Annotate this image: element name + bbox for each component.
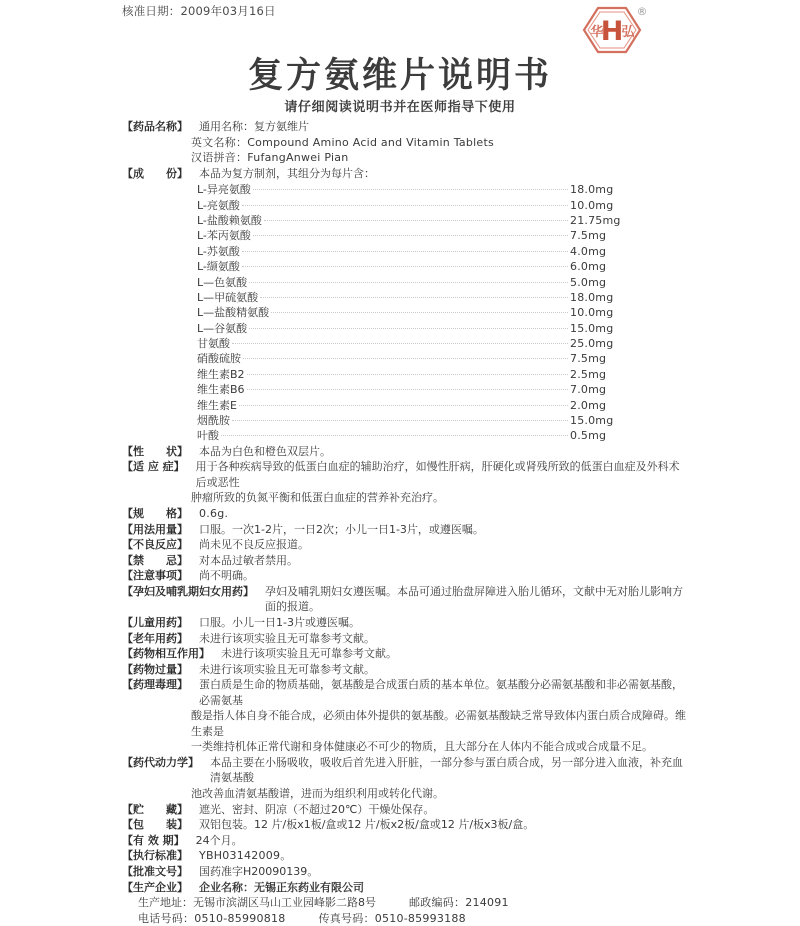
page-subtitle: 请仔细阅读说明书并在医师指导下使用 [284, 100, 516, 115]
ingredient-name: L—谷氨酸 [197, 321, 248, 335]
manufacturer-contact-row [122, 911, 688, 926]
indications-text-line1: 用于各种疾病导致的低蛋白血症的辅助治疗，如慢性肝病，肝硬化或肾残所致的低蛋白血症及外科术后或恶性 [195, 460, 680, 489]
section-label-packaging: 【包 装】 [122, 818, 188, 832]
section-pregnancy [122, 584, 688, 615]
section-properties [122, 444, 688, 459]
pharmacology-line2-row [122, 708, 688, 739]
drug-english-name-row [122, 135, 688, 150]
ingredient-amount: 7.5mg [570, 352, 607, 366]
section-label-interactions: 【药物相互作用】 [122, 647, 210, 661]
composition-list [122, 182, 688, 444]
ingredient-name: L-缬氨酸 [197, 260, 240, 274]
section-pharmacokinetics [122, 755, 688, 786]
ingredient-amount: 18.0mg [570, 183, 614, 197]
list-item [191, 367, 688, 382]
leader-dots [232, 420, 568, 421]
list-item [191, 182, 688, 197]
leader-dots [242, 205, 568, 206]
list-item [191, 428, 688, 443]
ingredient-name: 烟酰胺 [197, 414, 230, 428]
pharmacokinetics-line2-row [122, 786, 688, 801]
ingredient-amount: 18.0mg [570, 290, 614, 304]
drug-pinyin: 汉语拼音：FufangAnwei Pian [191, 151, 349, 165]
section-label-specification: 【规 格】 [122, 507, 188, 521]
ingredient-name: 硝酸硫胺 [197, 352, 241, 366]
manufacturer-address-row [122, 895, 688, 910]
list-item [191, 259, 688, 274]
leader-dots [242, 266, 568, 267]
geriatric-text: 未进行该项实验且无可靠参考文献。 [199, 631, 375, 645]
list-item [191, 351, 688, 366]
ingredient-name: L—色氨酸 [197, 275, 248, 289]
ingredient-amount: 7.0mg [570, 383, 607, 397]
ingredient-amount: 5.0mg [570, 275, 607, 289]
ingredient-amount: 21.75mg [570, 213, 621, 227]
manufacturer-fax: 传真号码：0510-85993188 [318, 911, 466, 925]
list-item [191, 321, 688, 336]
ingredient-name: L-苯丙氨酸 [197, 229, 251, 243]
list-item [191, 198, 688, 213]
section-specification [122, 506, 688, 521]
adverse-reactions-text: 尚未见不良反应报道。 [199, 538, 309, 552]
section-label-geriatric: 【老年用药】 [122, 631, 188, 645]
section-label-pharmacokinetics: 【药代动力学】 [122, 755, 199, 769]
section-label-pharmacology: 【药理毒理】 [122, 678, 188, 692]
leader-dots [243, 358, 568, 359]
ingredient-amount: 10.0mg [570, 198, 614, 212]
approval-date: 核准日期：2009年03月16日 [122, 4, 276, 18]
ingredient-amount: 4.0mg [570, 244, 607, 258]
ingredient-amount: 7.5mg [570, 229, 607, 243]
section-label-pediatric: 【儿童用药】 [122, 615, 188, 629]
page-title: 复方氨维片说明书 [247, 56, 552, 96]
ingredient-name: 甘氨酸 [197, 337, 230, 351]
section-packaging [122, 817, 688, 832]
list-item [191, 290, 688, 305]
ingredient-amount: 0.5mg [570, 429, 607, 443]
section-dosage [122, 522, 688, 537]
ingredient-name: 维生素E [197, 398, 237, 412]
section-overdose [122, 662, 688, 677]
leader-dots [242, 251, 568, 252]
leader-dots [264, 220, 568, 221]
section-label-dosage: 【用法用量】 [122, 522, 188, 536]
leader-dots [253, 189, 568, 190]
list-item [191, 244, 688, 259]
section-composition [122, 166, 688, 181]
section-contraindications [122, 553, 688, 568]
shelf-life-text: 24个月。 [195, 833, 243, 847]
leader-dots [232, 343, 568, 344]
packaging-text: 双铝包装。12 片/板x1板/盒或12 片/板x2板/盒或12 片/板x3板/盒。 [199, 818, 535, 832]
list-item [191, 275, 688, 290]
list-item [191, 213, 688, 228]
section-label-pregnancy: 【孕妇及哺乳期妇女用药】 [122, 584, 254, 598]
overdose-text: 未进行该项实验且无可靠参考文献。 [199, 662, 375, 676]
section-label-composition: 【成 份】 [122, 166, 188, 180]
leader-dots [221, 435, 568, 436]
section-indications [122, 459, 688, 490]
section-label-drug-name: 【药品名称】 [122, 120, 188, 133]
ingredient-name: L-苏氨酸 [197, 244, 240, 258]
pharmacokinetics-text-line2: 池改善血清氨基酸谱，进而为组织利用或转化代谢。 [191, 786, 444, 800]
leader-dots [247, 374, 568, 375]
interactions-text: 未进行该项实验且无可靠参考文献。 [221, 647, 397, 661]
section-label-storage: 【贮 藏】 [122, 802, 188, 816]
storage-text: 遮光、密封、阴凉（不超过20℃）干燥处保存。 [199, 802, 435, 816]
section-interactions [122, 646, 688, 661]
section-standard [122, 848, 688, 863]
ingredient-name: 维生素B6 [197, 383, 245, 397]
composition-intro: 本品为复方制剂，其组分为每片含： [199, 166, 375, 180]
ingredient-name: L-亮氨酸 [197, 198, 240, 212]
ingredient-name: L-异亮氨酸 [197, 183, 251, 197]
pharmacokinetics-text-line1: 本品主要在小肠吸收，吸收后首先进入肝脏，一部分参与蛋白质合成，另一部分进入血液，补充血清氨基酸 [210, 755, 683, 785]
leader-dots [260, 297, 568, 298]
list-item [191, 398, 688, 413]
section-label-adverse-reactions: 【不良反应】 [122, 538, 188, 552]
manufacturer-company-name: 企业名称：无锡正东药业有限公司 [199, 880, 364, 894]
ingredient-name: L-盐酸赖氨酸 [197, 213, 262, 227]
standard-text: YBH03142009。 [199, 849, 292, 863]
section-label-shelf-life: 【有 效 期】 [122, 833, 185, 847]
indications-text-line2: 肿瘤所致的负氮平衡和低蛋白血症的营养补充治疗。 [191, 491, 444, 505]
ingredient-name: 维生素B2 [197, 367, 245, 381]
svg-text:®: ® [636, 5, 648, 18]
list-item [191, 228, 688, 243]
section-pediatric [122, 615, 688, 630]
section-geriatric [122, 631, 688, 646]
approval-number-text: 国药准字H20090139。 [199, 864, 319, 878]
leader-dots [253, 235, 568, 236]
insert-body [122, 119, 688, 926]
leader-dots [249, 282, 568, 283]
leader-dots [271, 312, 568, 313]
section-storage [122, 802, 688, 817]
manufacturer-phone: 电话号码：0510-85990818 [138, 911, 286, 925]
specification-text: 0.6g. [199, 507, 229, 521]
section-drug-name [122, 119, 688, 134]
list-item [191, 336, 688, 351]
pharmacology-text-line1: 蛋白质是生命的物质基础，氨基酸是合成蛋白质的基本单位。氨基酸分必需氨基酸和非必需氨基酸，必需氨基 [199, 678, 683, 707]
pregnancy-text: 孕妇及哺乳期妇女遵医嘱。本品可通过胎盘屏障进入胎儿循环，文献中无对胎儿影响方面的报道。 [265, 584, 683, 614]
section-label-approval-number: 【批准文号】 [122, 864, 188, 878]
drug-pinyin-row [122, 150, 688, 165]
section-label-indications: 【适 应 症】 [122, 460, 185, 474]
properties-text: 本品为白色和橙色双层片。 [199, 444, 331, 458]
section-label-precautions: 【注意事项】 [122, 569, 188, 583]
section-label-standard: 【执行标准】 [122, 849, 188, 863]
list-item [191, 413, 688, 428]
svg-text:弘: 弘 [621, 25, 635, 40]
list-item [191, 382, 688, 397]
drug-generic-name: 通用名称：复方氨维片 [199, 120, 309, 133]
ingredient-amount: 10.0mg [570, 306, 614, 320]
section-manufacturer [122, 880, 688, 895]
section-label-contraindications: 【禁 忌】 [122, 553, 188, 567]
pharmacology-text-line3: 一类维持机体正常代谢和身体健康必不可少的物质，且大部分在人体内不能合成或合成量不足。 [191, 740, 653, 754]
section-label-manufacturer: 【生产企业】 [122, 880, 188, 894]
ingredient-amount: 25.0mg [570, 337, 614, 351]
leader-dots [247, 389, 568, 390]
section-pharmacology [122, 677, 688, 708]
ingredient-amount: 6.0mg [570, 260, 607, 274]
contraindications-text: 对本品过敏者禁用。 [199, 553, 298, 567]
pharmacology-text-line2: 酸是指人体自身不能合成，必须由体外提供的氨基酸。必需氨基酸缺乏常导致体内蛋白质合成障碍。维生素是 [191, 709, 686, 738]
ingredient-name: L—盐酸精氨酸 [197, 306, 270, 320]
list-item [191, 305, 688, 320]
ingredient-amount: 2.0mg [570, 398, 607, 412]
precautions-text: 尚不明确。 [199, 569, 254, 583]
section-shelf-life [122, 833, 688, 848]
manufacturer-postcode: 邮政编码：214091 [409, 896, 509, 910]
pediatric-text: 口服。小儿一日1-3片或遵医嘱。 [199, 615, 360, 629]
indications-line2-row [122, 490, 688, 505]
section-label-properties: 【性 状】 [122, 444, 188, 458]
dosage-text: 口服。一次1-2片，一日2次；小儿一日1-3片，或遵医嘱。 [199, 522, 484, 536]
ingredient-amount: 15.0mg [570, 321, 614, 335]
drug-english-name: 英文名称：Compound Amino Acid and Vitamin Tablets [191, 135, 494, 149]
ingredient-name: L—甲硫氨酸 [197, 290, 259, 304]
leader-dots [239, 405, 568, 406]
ingredient-amount: 2.5mg [570, 367, 607, 381]
section-adverse-reactions [122, 537, 688, 552]
ingredient-amount: 15.0mg [570, 414, 614, 428]
ingredient-name: 叶酸 [197, 429, 219, 443]
manufacturer-address: 生产地址：无锡市滨湖区马山工业园峰影二路8号 [138, 896, 376, 910]
pharmacology-line3-row [122, 739, 688, 754]
section-approval-number [122, 864, 688, 879]
section-precautions [122, 568, 688, 583]
svg-text:华: 华 [590, 25, 604, 40]
leader-dots [249, 328, 568, 329]
svg-text:H: H [600, 16, 624, 47]
section-label-overdose: 【药物过量】 [122, 662, 188, 676]
